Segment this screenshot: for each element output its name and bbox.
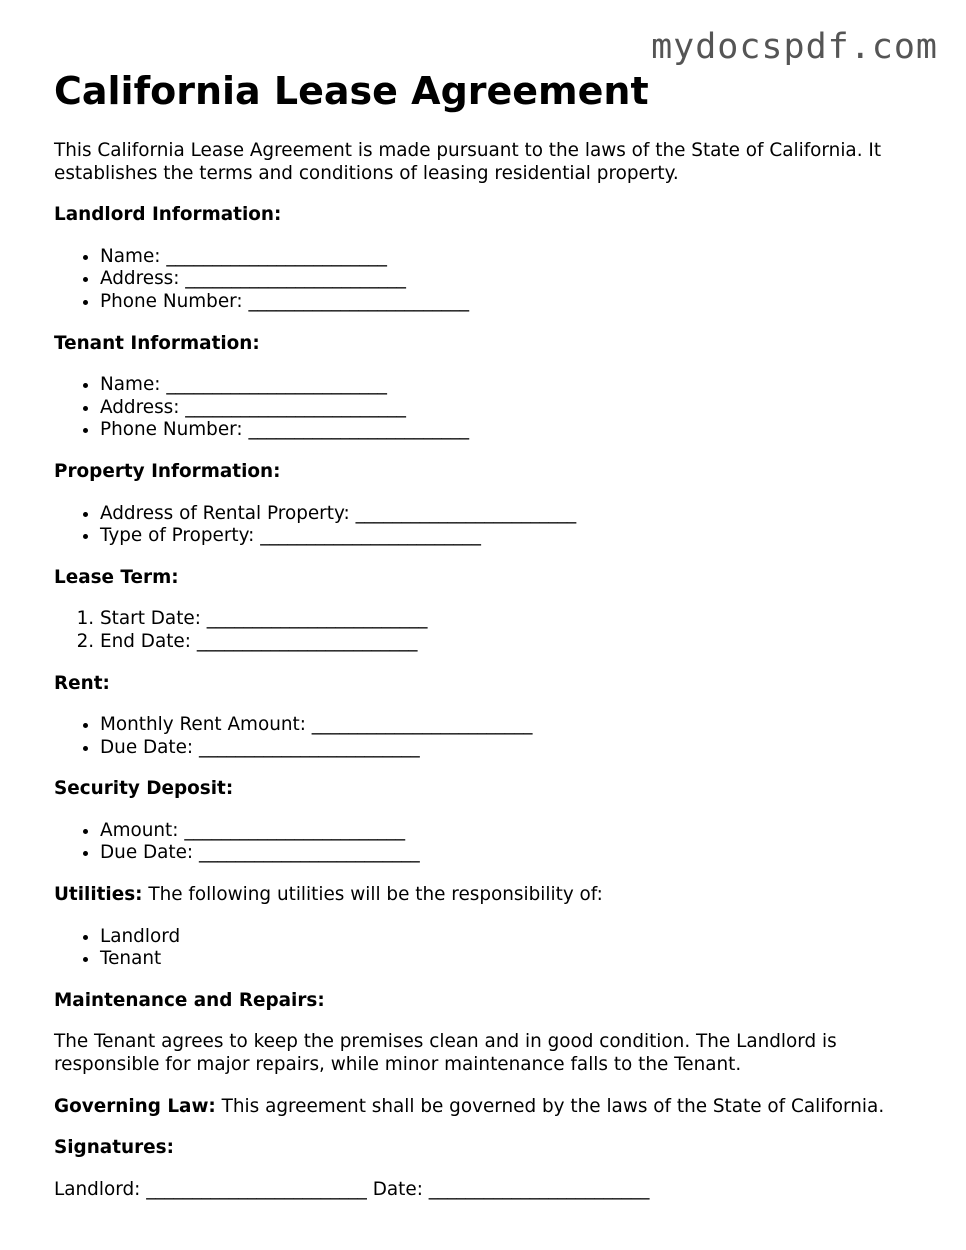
deposit-due-date-label: Due Date: [100,842,194,864]
signature-date-blank[interactable]: ________________________ [428,1178,650,1200]
rent-heading: Rent: [54,672,110,694]
tenant-name-label: Name: [100,374,161,396]
utilities-paragraph [54,884,924,907]
signature-date-label: Date: [372,1178,423,1200]
list-item [100,926,924,949]
landlord-name-blank[interactable]: ________________________ [166,245,387,267]
signature-line [54,1179,924,1202]
utilities-tenant-option: Tenant [100,948,162,970]
list-item [100,737,924,760]
signatures-heading: Signatures: [54,1137,174,1159]
list-item [100,631,924,654]
list-item [100,291,924,314]
tenant-phone-label: Phone Number: [100,419,243,441]
start-date-label: Start Date: [100,608,201,630]
landlord-name-label: Name: [100,245,161,267]
list-item [100,948,924,971]
monthly-rent-blank[interactable]: ________________________ [311,714,533,736]
landlord-signature-label: Landlord: [54,1178,141,1200]
rent-list [54,714,924,759]
lease-term-heading: Lease Term: [54,566,179,588]
list-item [100,503,924,526]
list-item [100,419,924,442]
property-type-label: Type of Property: [100,525,255,547]
utilities-landlord-option: Landlord [100,925,181,947]
property-info-heading: Property Information: [54,460,281,482]
security-deposit-list [54,820,924,865]
property-info-list [54,503,924,548]
list-item [100,246,924,269]
landlord-phone-blank[interactable]: ________________________ [248,290,470,312]
monthly-rent-label: Monthly Rent Amount: [100,714,306,736]
list-item [100,714,924,737]
list-item [100,842,924,865]
property-address-blank[interactable]: ________________________ [355,502,577,524]
intro-paragraph: This California Lease Agreement is made pursuant to the laws of the State of California. It establishes the terms and conditions of leasing residential property. [54,140,882,184]
utilities-heading: Utilities: [54,884,143,906]
list-item [100,608,924,631]
tenant-info-heading: Tenant Information: [54,332,260,354]
property-address-label: Address of Rental Property: [100,502,350,524]
maintenance-heading: Maintenance and Repairs: [54,989,325,1011]
landlord-phone-label: Phone Number: [100,290,243,312]
tenant-phone-blank[interactable]: ________________________ [248,419,470,441]
rent-due-date-blank[interactable]: ________________________ [199,736,420,758]
list-item [100,820,924,843]
governing-law-paragraph [54,1096,924,1119]
lease-document [54,68,924,1220]
utilities-text: The following utilities will be the responsibility of: [148,884,603,906]
deposit-due-date-blank[interactable]: ________________________ [199,842,420,864]
security-deposit-heading: Security Deposit: [54,778,234,800]
tenant-address-blank[interactable]: ________________________ [185,396,406,418]
property-type-blank[interactable]: ________________________ [260,525,481,547]
end-date-label: End Date: [100,630,191,652]
landlord-address-label: Address: [100,268,180,290]
list-item [100,525,924,548]
landlord-info-heading: Landlord Information: [54,204,282,226]
landlord-info-list [54,246,924,314]
rent-due-date-label: Due Date: [100,736,194,758]
tenant-info-list [54,374,924,442]
governing-law-heading: Governing Law: [54,1095,216,1117]
list-item [100,374,924,397]
landlord-address-blank[interactable]: ________________________ [185,268,406,290]
governing-law-text: This agreement shall be governed by the laws of the State of California. [221,1095,885,1117]
landlord-signature-blank[interactable]: ________________________ [146,1178,367,1200]
document-title: California Lease Agreement [54,69,649,113]
deposit-amount-label: Amount: [100,819,179,841]
watermark: mydocspdf.com [651,27,938,67]
end-date-blank[interactable]: ________________________ [196,630,418,652]
list-item [100,397,924,420]
list-item [100,268,924,291]
tenant-address-label: Address: [100,396,180,418]
deposit-amount-blank[interactable]: ________________________ [184,819,406,841]
utilities-list [54,926,924,971]
tenant-name-blank[interactable]: ________________________ [166,374,387,396]
start-date-blank[interactable]: ________________________ [206,608,428,630]
maintenance-paragraph: The Tenant agrees to keep the premises clean and in good condition. The Landlord is responsible for major repairs, while minor maintenance falls to the Tenant. [54,1031,837,1076]
lease-term-list [54,608,924,653]
